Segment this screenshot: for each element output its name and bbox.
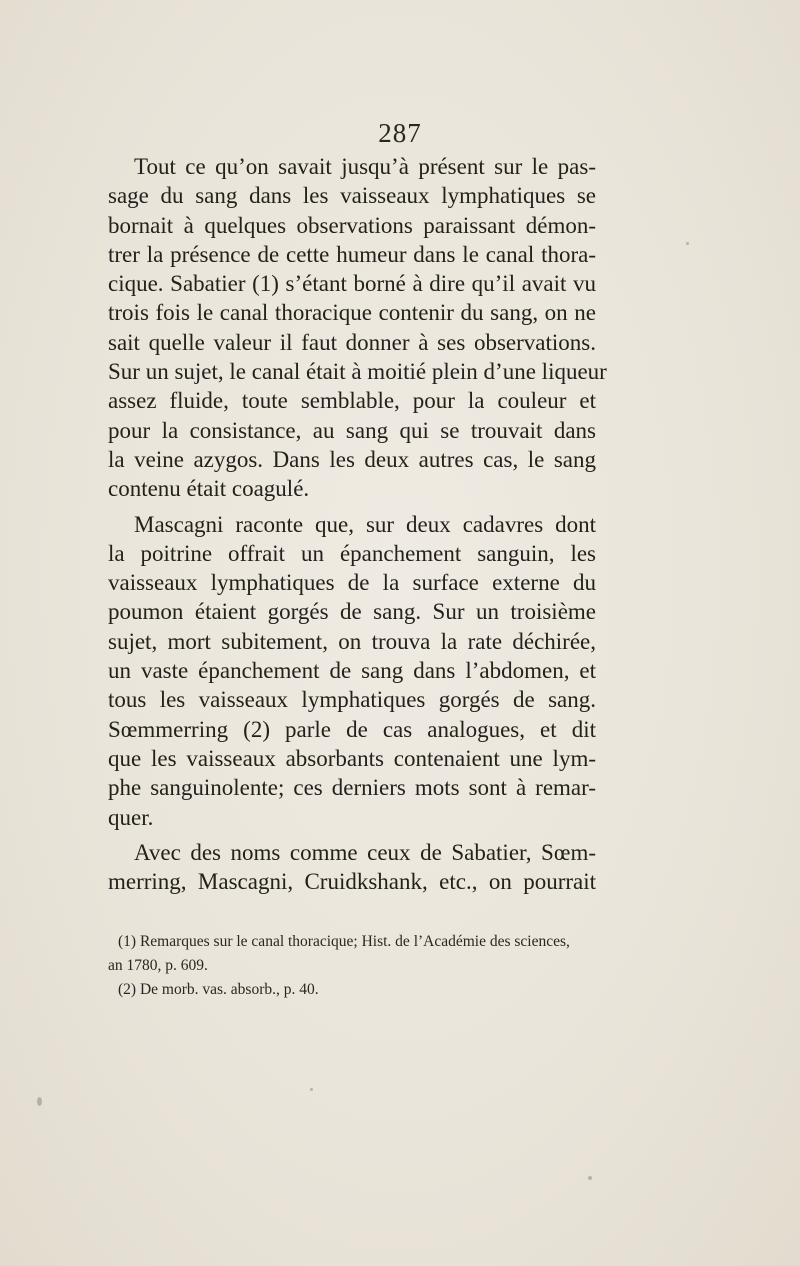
text-line: poumon étaient gorgés de sang. Sur un troisième xyxy=(108,599,596,625)
text-line: un vaste épanchement de sang dans l’abdomen, et xyxy=(108,658,596,684)
text-line: sait quelle valeur il faut donner à ses observations. xyxy=(108,329,596,355)
text-line: Avec des noms comme ceux de Sabatier, Sœm- xyxy=(134,839,596,865)
text-line: Tout ce qu’on savait jusqu’à présent sur le pas- xyxy=(134,154,596,179)
paper-speck xyxy=(686,242,689,245)
text-line: cique. Sabatier (1) s’étant borné à dire qu’il avait vu xyxy=(108,271,596,297)
text-line: Sur un sujet, le canal était à moitié plein d’une liqueur xyxy=(108,359,607,385)
text-line: Sœmmerring (2) parle de cas analogues, et dit xyxy=(108,716,596,742)
body-text xyxy=(108,152,607,896)
text-line: bornait à quelques observations paraissant démon- xyxy=(108,212,596,238)
text-line: tous les vaisseaux lymphatiques gorgés de sang. xyxy=(108,687,596,713)
text-line: Mascagni raconte que, sur deux cadavres dont xyxy=(134,511,596,537)
footnotes xyxy=(108,930,598,1002)
text-line: trois fois le canal thoracique contenir du sang, on ne xyxy=(108,300,596,326)
text-line: que les vaisseaux absorbants contenaient une lym- xyxy=(108,745,596,771)
paper-speck xyxy=(37,1097,42,1106)
text-line: quer. xyxy=(108,804,154,830)
text-line: sujet, mort subitement, on trouva la rate déchirée, xyxy=(108,628,596,654)
text-line: vaisseaux lymphatiques de la surface externe du xyxy=(108,570,596,596)
page-number: 287 xyxy=(378,118,422,148)
text-line: pour la consistance, au sang qui se trouvait dans xyxy=(108,417,596,443)
text-line: merring, Mascagni, Cruidkshank, etc., on pourrait xyxy=(108,869,596,895)
text-line: sage du sang dans les vaisseaux lymphatiques se xyxy=(108,183,596,209)
text-line: la veine azygos. Dans les deux autres cas, le sang xyxy=(108,446,596,472)
text-line: contenu était coagulé. xyxy=(108,476,310,502)
text-line: phe sanguinolente; ces derniers mots sont à remar- xyxy=(108,775,596,801)
footnote-line: an 1780, p. 609. xyxy=(108,957,208,974)
text-line: trer la présence de cette humeur dans le canal thora- xyxy=(108,241,596,267)
text-line: la poitrine offrait un épanchement sanguin, les xyxy=(108,540,596,566)
paper-speck xyxy=(310,1088,313,1091)
footnote-line: (2) De morb. vas. absorb., p. 40. xyxy=(118,981,319,998)
paper-speck xyxy=(588,1176,592,1180)
footnote-line: (1) Remarques sur le canal thoracique; Hist. de l’Académie des sciences, xyxy=(118,933,570,950)
text-line: assez fluide, toute semblable, pour la couleur et xyxy=(108,388,596,414)
